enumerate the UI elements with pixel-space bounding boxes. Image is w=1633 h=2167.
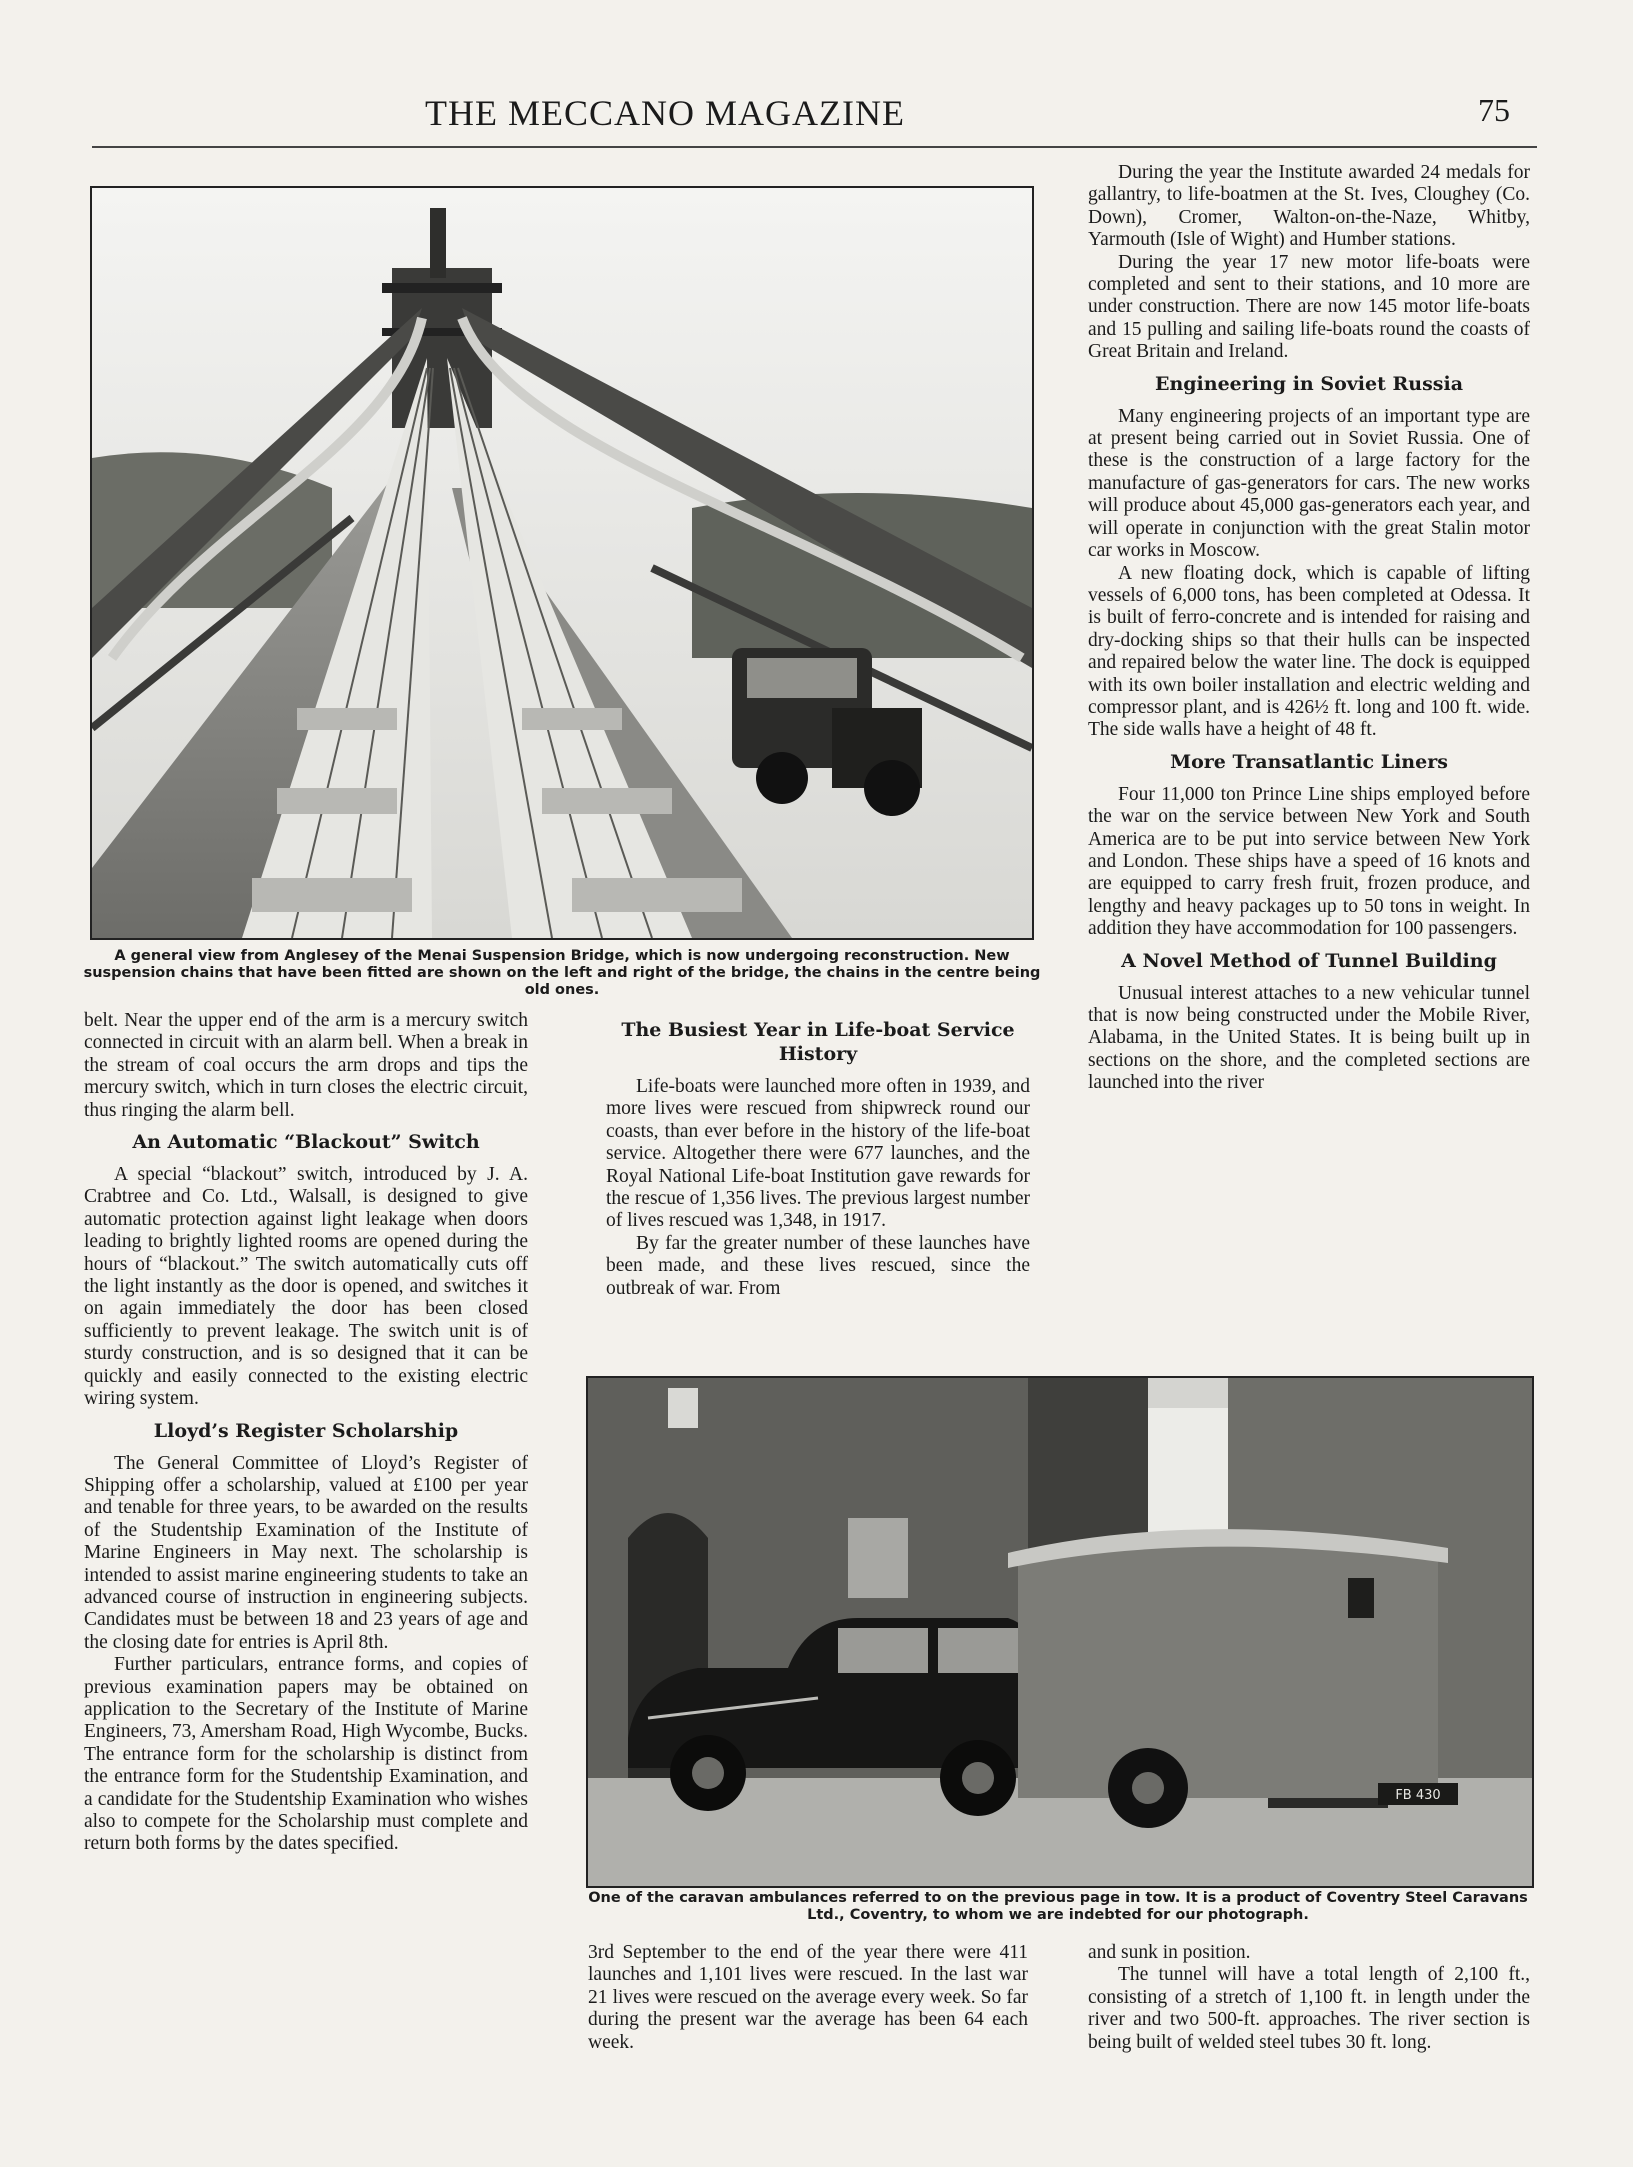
liners-heading: More Transatlantic Liners bbox=[1170, 750, 1448, 773]
caravan-plate: FB 430 bbox=[1395, 1788, 1441, 1803]
tunnel-paragraph-1: Unusual interest attaches to a new vehicular tunnel that is now being constructed under the Mobile River, Alabama, in the United States. It is being built up in sections on the shore, and the completed sections are launched into the river bbox=[1088, 982, 1530, 1094]
middle-column-bottom bbox=[588, 1942, 1028, 2054]
lifeboat-paragraph-2: By far the greater number of these launches have been made, and these lives rescued, since the outbreak of war. From bbox=[606, 1232, 1030, 1299]
institute-paragraph-2: During the year 17 new motor life-boats were completed and sent to their stations, and 10 more are under construction. There are now 145 motor life-boats and 15 pulling and sailing life-boats round the coasts of Great Britain and Ireland. bbox=[1088, 251, 1530, 363]
soviet-paragraph-2: A new floating dock, which is capable of lifting vessels of 6,000 tons, has been completed at Odessa. It is built of ferro-concrete and is intended for raising and dry-docking ships so that their hulls can be inspected and repaired below the water line. The dock is equipped with its own boiler installation and electric welding and compressor plant, and is 426½ ft. long and 100 ft. wide. The side walls have a height of 48 ft. bbox=[1088, 562, 1530, 741]
coal-switch-paragraph: belt. Near the upper end of the arm is a mercury switch connected in circuit with an alarm bell. When a break in the stream of coal occurs the arm drops and tips the mercury switch, which in turn closes the electric circuit, thus ringing the alarm bell. bbox=[84, 1010, 528, 1121]
tunnel-heading: A Novel Method of Tunnel Building bbox=[1121, 949, 1497, 972]
header-rule bbox=[92, 146, 1537, 148]
caravan-trailer bbox=[1008, 1529, 1458, 1828]
lloyds-paragraph-2: Further particulars, entrance forms, and copies of previous examination papers may be obtained on application to the Secretary of the Institute of Marine Engineers, 73, Amersham Road, High Wycombe, Bucks. The entrance form for the scholarship is distinct from the entrance form for the Studentship Examination, and a candidate for the Studentship Examination who wishes also to compete for the Scholarship must complete and return both forms by the dates specified. bbox=[84, 1654, 528, 1855]
lloyds-heading: Lloyd’s Register Scholarship bbox=[153, 1419, 459, 1442]
lifeboat-paragraph-1: Life-boats were launched more often in 1939, and more lives were rescued from shipwreck round our coasts, than ever before in the history of the life-boat service. Altogether there were 677 launches, and the Royal National Life-boat Institution gave rewards for the rescue of 1,356 lives. The previous largest number of lives rescued was 1,348, in 1917. bbox=[606, 1076, 1030, 1232]
tunnel-paragraph-2: and sunk in position. bbox=[1088, 1942, 1251, 1963]
liners-paragraph: Four 11,000 ton Prince Line ships employed before the war on the service between New York and South America are to be put into service between New York and London. These ships have a speed of 16 knots and are equipped to carry fresh fruit, frozen produce, and lengthy and heavy packages up to 50 tons in weight. In addition they have accommodation for 100 passengers. bbox=[1088, 783, 1530, 940]
middle-column-top bbox=[606, 1010, 1030, 1300]
caravan-caption: One of the caravan ambulances referred to on the previous page in tow. It is a product of Coventry Steel Caravans Ltd., Coventry, to whom we are indebted for our photograph. bbox=[588, 1890, 1528, 1923]
bridge-photo-drawing bbox=[92, 188, 1032, 938]
lifeboat-heading: The Busiest Year in Life-boat Service History bbox=[621, 1019, 1015, 1065]
lloyds-paragraph-1: The General Committee of Lloyd’s Register of Shipping offer a scholarship, valued at £100 per year and tenable for three years, to be awarded on the results of the Studentship Examination of the Institute of Marine Engineers in May next. The scholarship is intended to assist marine engineering students to take an advanced course of instruction in engineering subjects. Candidates must be between 18 and 23 years of age and the closing date for entries is April 8th. bbox=[84, 1452, 528, 1653]
caravan-photo-drawing bbox=[588, 1378, 1532, 1886]
right-column-bottom bbox=[1088, 1942, 1530, 2054]
institute-paragraph-1: During the year the Institute awarded 24 medals for gallantry, to life-boatmen at the St. Ives, Cloughey (Co. Down), Cromer, Walton-on-the-Naze, Whitby, Yarmouth (Isle of Wight) and Humber stations. bbox=[1088, 162, 1530, 251]
page-number: 75 bbox=[1478, 92, 1510, 128]
right-column-top bbox=[1088, 162, 1530, 1095]
bridge-photo bbox=[90, 186, 1034, 940]
soviet-paragraph-1: Many engineering projects of an important type are at present being carried out in Soviet Russia. One of these is the construction of a large factory for the manufacture of gas-generators for cars. The new works will produce about 45,000 gas-generators each year, and will operate in conjunction with the great Stalin motor car works in Moscow. bbox=[1088, 405, 1530, 562]
left-column bbox=[84, 1010, 528, 1856]
blackout-heading: An Automatic “Blackout” Switch bbox=[132, 1131, 480, 1154]
soviet-heading: Engineering in Soviet Russia bbox=[1154, 372, 1464, 395]
magazine-title: THE MECCANO MAGAZINE bbox=[425, 93, 905, 133]
blackout-paragraph: A special “blackout” switch, introduced by J. A. Crabtree and Co. Ltd., Walsall, is designed to give automatic protection against light leakage when doors leading to brightly lighted rooms are opened during the hours of “blackout.” The switch automatically cuts off the light instantly as the door is opened, and switches it on again immediately the door has been closed sufficiently to prevent leakage. The switch unit is of sturdy construction, and is so designed that it can be quickly and easily connected to the existing electric wiring system. bbox=[84, 1164, 528, 1410]
bridge-caption: A general view from Anglesey of the Menai Suspension Bridge, which is now undergoing reconstruction. New suspension chains that have been fitted are shown on the left and right of the bridge, the chains in the centre being old ones. bbox=[83, 948, 1041, 998]
lifeboat-paragraph-3: 3rd September to the end of the year there were 411 launches and 1,101 lives were rescued. In the last war 21 lives were rescued on the average every week. So far during the present war the average has been 64 each week. bbox=[588, 1942, 1028, 2053]
caravan-photo bbox=[586, 1376, 1534, 1888]
tunnel-paragraph-3: The tunnel will have a total length of 2,100 ft., consisting of a stretch of 1,100 ft. in length under the river and two 500-ft. approaches. The river section is being built of welded steel tubes 30 ft. long. bbox=[1088, 1964, 1530, 2053]
